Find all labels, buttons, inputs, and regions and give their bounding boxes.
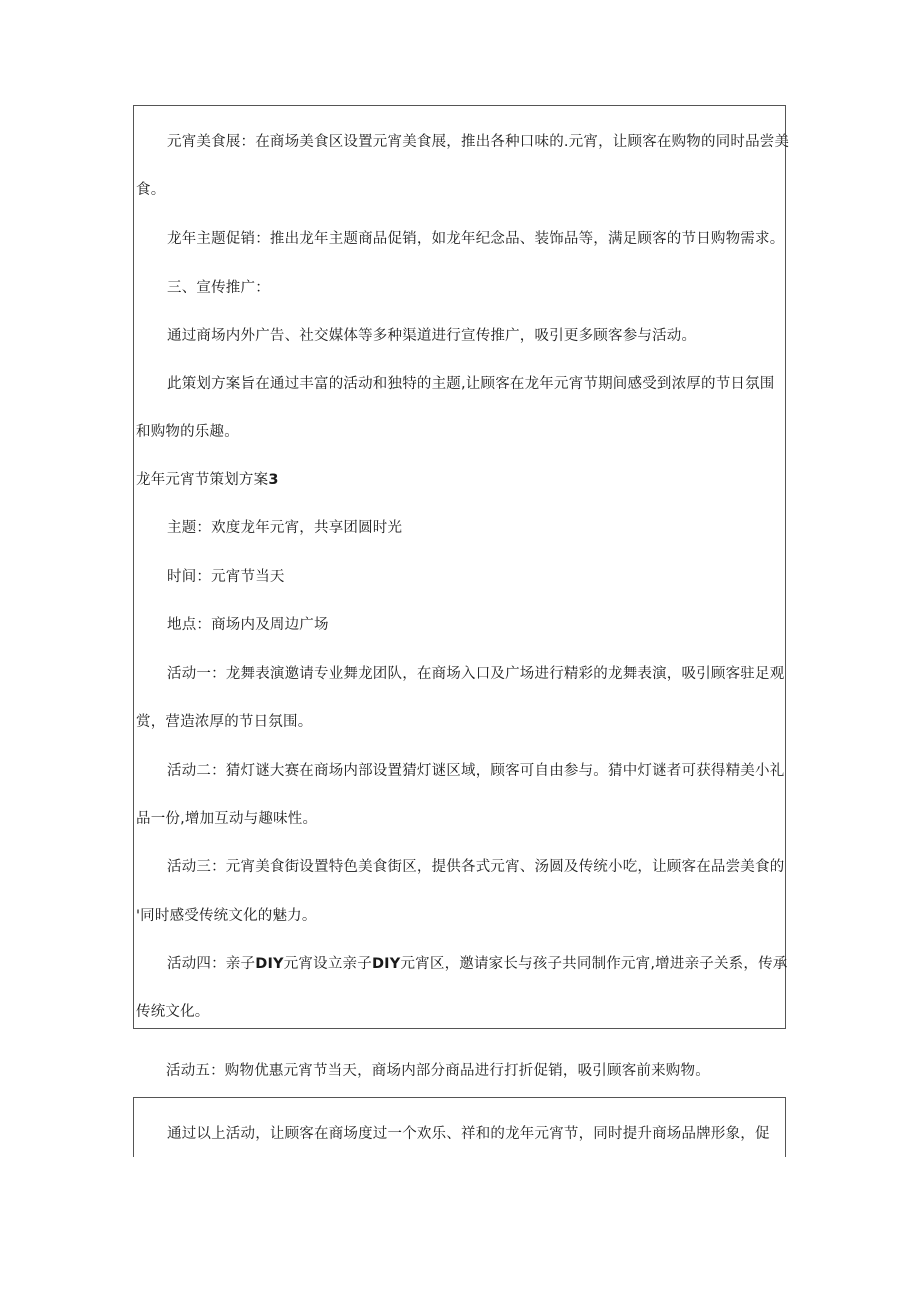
paragraph-line-continuation: 和购物的乐趣。 — [136, 424, 239, 440]
paragraph-activity-three: 活动三：元宵美食街设置特色美食街区，提供各式元宵、汤圆及传统小吃，让顾客在品尝美食的 — [167, 859, 785, 875]
text-run-bold: DIY — [255, 956, 284, 972]
section-heading-promotion: 三、宣传推广： — [167, 280, 270, 296]
paragraph-activity-one: 活动一：龙舞表演邀请专业舞龙团队，在商场入口及广场进行精彩的龙舞表演，吸引顾客驻足观 — [167, 666, 785, 682]
plan-title-text: 龙年元宵节策划方案 — [136, 472, 269, 488]
text-run: 活动四：亲子 — [167, 956, 256, 972]
paragraph-yuanxiao-food-expo: 元宵美食展：在商场美食区设置元宵美食展，推出各种口味的.元宵，让顾客在购物的同时品尝美 — [167, 134, 790, 150]
plan-title-number: 3 — [268, 472, 279, 488]
paragraph-plan-summary: 此策划方案旨在通过丰富的活动和独特的主题,让顾客在龙年元宵节期间感受到浓厚的节日氛围 — [167, 376, 775, 392]
paragraph-dragon-promo: 龙年主题促销：推出龙年主题商品促销，如龙年纪念品、装饰品等，满足顾客的节日购物需求。 — [167, 231, 785, 247]
paragraph-activity-five: 活动五：购物优惠元宵节当天，商场内部分商品进行打折促销，吸引顾客前来购物。 — [166, 1063, 710, 1079]
paragraph-line-continuation: 品一份,增加互动与趣味性。 — [136, 811, 318, 827]
paragraph-conclusion: 通过以上活动，让顾客在商场度过一个欢乐、祥和的龙年元宵节，同时提升商场品牌形象，促 — [167, 1126, 770, 1142]
document-frame-bottom — [133, 1097, 786, 1157]
paragraph-line-continuation: '同时感受传统文化的魅力。 — [136, 908, 317, 924]
text-run: 元宵设立亲子 — [283, 956, 372, 972]
text-run: 元宵区，邀请家长与孩子共同制作元宵,增进亲子关系，传承 — [400, 956, 788, 972]
plan-title-heading — [134, 470, 785, 490]
paragraph-promotion-channels: 通过商场内外广告、社交媒体等多种渠道进行宣传推广，吸引更多顾客参与活动。 — [167, 328, 697, 344]
paragraph-theme: 主题：欢度龙年元宵，共享团圆时光 — [167, 520, 403, 536]
paragraph-line-continuation: 赏，营造浓厚的节日氛围。 — [136, 714, 313, 730]
text-run-bold: DIY — [371, 956, 401, 972]
paragraph-line-continuation: 传统文化。 — [136, 1004, 210, 1020]
paragraph-activity-four — [134, 954, 788, 974]
paragraph-time: 时间：元宵节当天 — [167, 569, 285, 585]
paragraph-line-continuation: 食。 — [136, 182, 166, 198]
paragraph-activity-two: 活动二：猜灯谜大赛在商场内部设置猜灯谜区域，顾客可自由参与。猜中灯谜者可获得精美小礼 — [167, 763, 785, 779]
document-frame-main — [133, 105, 790, 1029]
paragraph-location: 地点：商场内及周边广场 — [167, 617, 329, 633]
